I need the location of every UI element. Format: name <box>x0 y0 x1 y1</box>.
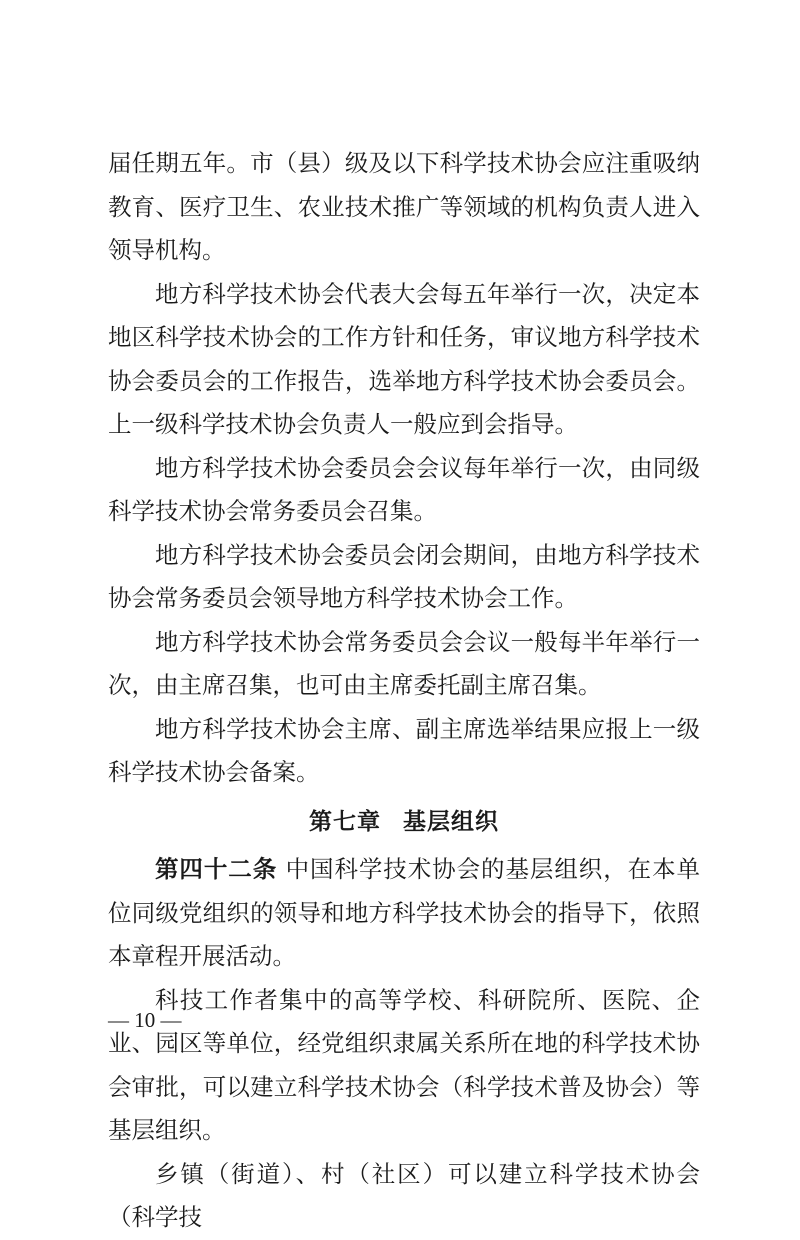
article-text: 中国科学技术协会的基层组织，在本单位同级党组织的领导和地方科学技术协会的指导下，依照本章程开展活动。 <box>108 855 700 970</box>
chapter-heading <box>108 801 700 845</box>
article-label: 第四十二条 <box>155 855 278 883</box>
paragraph-recess: 地方科学技术协会委员会闭会期间，由地方科学技术协会常务委员会领导地方科学技术协会工作。 <box>108 540 700 612</box>
paragraph-standing-committee: 地方科学技术协会常务委员会会议一般每半年举行一次，由主席召集，也可由主席委托副主席召集。 <box>108 627 700 699</box>
body-text <box>108 142 700 1240</box>
paragraph-election-filing: 地方科学技术协会主席、副主席选举结果应报上一级科学技术协会备案。 <box>108 714 700 786</box>
chapter-number: 第七章 <box>309 808 381 835</box>
paragraph-grassroots-units: 科技工作者集中的高等学校、科研院所、医院、企业、园区等单位，经党组织隶属关系所在地的科学技术协会审批，可以建立科学技术协会（科学技术普及协会）等基层组织。 <box>108 985 700 1144</box>
paragraph-congress: 地方科学技术协会代表大会每五年举行一次，决定本地区科学技术协会的工作方针和任务，审议地方科学技术协会委员会的工作报告，选举地方科学技术协会委员会。上一级科学技术协会负责人一般应到会指导。 <box>108 279 700 438</box>
chapter-title: 基层组织 <box>403 808 499 835</box>
article-42 <box>108 848 700 979</box>
paragraph-committee-meeting: 地方科学技术协会委员会会议每年举行一次，由同级科学技术协会常务委员会召集。 <box>108 453 700 525</box>
paragraph-townships: 乡镇（街道）、村（社区）可以建立科学技术协会（科学技 <box>108 1159 700 1231</box>
paragraph-continuation: 届任期五年。市（县）级及以下科学技术协会应注重吸纳教育、医疗卫生、农业技术推广等领域的机构负责人进入领导机构。 <box>108 149 700 264</box>
page-number: — 10 — <box>108 1008 182 1032</box>
